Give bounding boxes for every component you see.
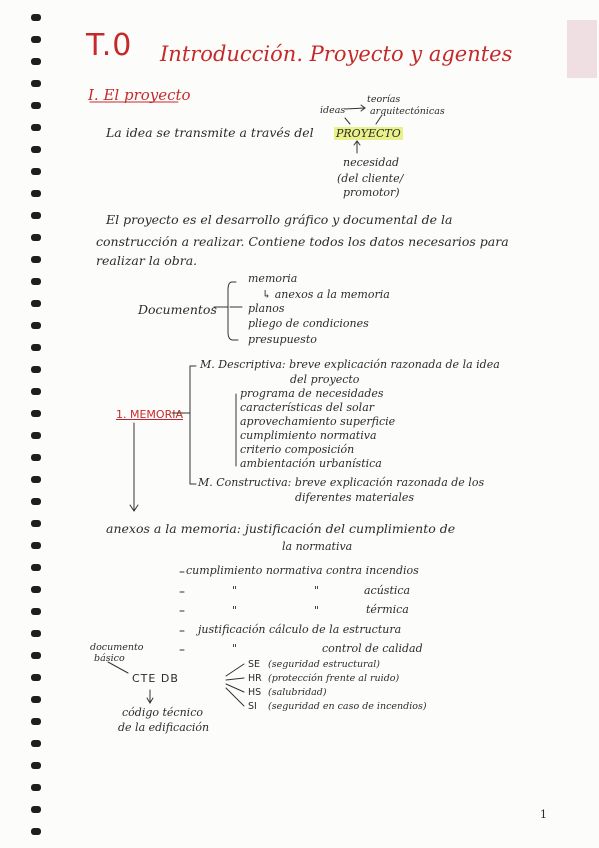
cte-note-2: básico [94,653,125,664]
descriptiva-item: criterio composición [240,443,355,456]
diagram-promotor: promotor) [343,186,400,199]
documentos-item: ↳ anexos a la memoria [262,288,390,301]
diagram-intro: La idea se transmite a través del [106,125,314,140]
cte-code-desc: (salubridad) [268,687,327,698]
descriptiva-item: cumplimiento normativa [240,429,377,442]
descriptiva-item: características del solar [240,401,375,414]
memoria-label: 1. MEMORIA [116,408,183,421]
title-number: T.0 [86,28,133,63]
anexos-item: térmica [366,603,409,616]
anexos-line-2: la normativa [282,540,353,553]
diagram-arquitectonicas: arquitectónicas [370,106,445,117]
documentos-label: Documentos [138,302,217,317]
cte-label: CTE DB [132,672,179,685]
cte-code: HR [248,673,262,684]
descriptiva-item: aprovechamiento superficie [240,415,396,428]
cte-code: SI [248,701,257,712]
descriptiva-item: ambientación urbanística [240,457,382,470]
page-title: Introducción. Proyecto y agentes [160,42,513,66]
diagram-teorias: teorías [367,94,401,105]
constructiva-title: M. Constructiva: breve explicación razonada de los [198,476,485,489]
anexos-item: control de calidad [322,642,423,655]
page-number: 1 [540,808,547,821]
anexos-item: acústica [364,584,411,597]
diagram-cliente: (del cliente/ [337,172,404,185]
descriptiva-continuation: del proyecto [290,373,360,386]
ditto-mark: " [232,642,238,655]
spiral-coils [31,14,41,835]
cte-code: SE [248,659,261,670]
diagram-ideas: ideas [320,105,346,116]
constructiva-continuation: diferentes materiales [295,491,414,504]
paragraph-line-1: El proyecto es el desarrollo gráfico y documental de la [106,212,453,227]
anexos-item: justificación cálculo de la estructura [198,623,402,636]
cte-code-desc: (seguridad estructural) [268,659,381,670]
documentos-item: presupuesto [248,333,317,346]
anexos-line-1: anexos a la memoria: justificación del cumplimiento de [106,521,456,536]
diagram-center-text: PROYECTO [336,127,401,140]
cte-code-desc: (protección frente al ruido) [268,673,400,684]
paragraph-line-3: realizar la obra. [96,253,198,268]
descriptiva-title: M. Descriptiva: breve explicación razonada de la idea [200,358,500,371]
paragraph-line-2: construcción a realizar. Contiene todos los datos necesarios para [96,234,509,249]
documentos-item: memoria [248,272,298,285]
cte-desc-1: código técnico [122,706,203,719]
cte-desc-2: de la edificación [118,721,210,734]
cte-code-desc: (seguridad en caso de incendios) [268,701,427,712]
ditto-mark: " [232,604,238,617]
documentos-item: pliego de condiciones [248,317,369,330]
ditto-mark: " [232,584,238,597]
diagram-necesidad: necesidad [343,156,400,169]
descriptiva-item: programa de necesidades [240,387,384,400]
documentos-item: planos [248,302,285,315]
ditto-mark: " [314,584,320,597]
cte-note-1: documento [90,642,144,653]
section-heading: I. El proyecto [88,86,191,104]
ditto-mark: " [314,604,320,617]
anexos-item: cumplimiento normativa contra incendios [186,564,419,577]
cte-code: HS [248,687,262,698]
